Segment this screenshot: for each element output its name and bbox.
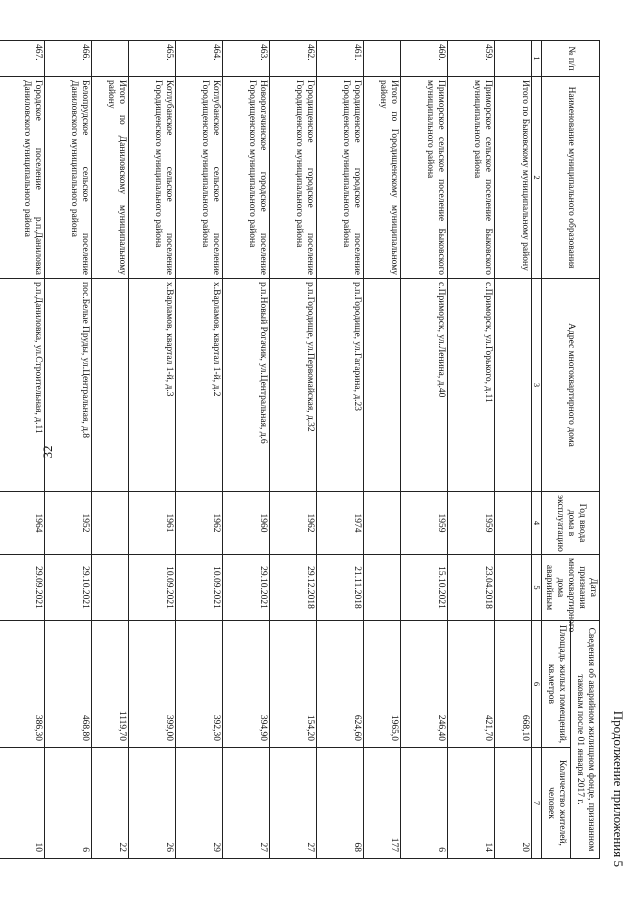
cell-municipality: Белопрудское сельское поселение Даниловского муниципального района — [45, 77, 92, 279]
cell-area: 421,70 — [448, 621, 495, 748]
table-body — [0, 41, 532, 859]
cell-no: 460. — [401, 41, 448, 77]
cell-address — [364, 279, 401, 492]
cell-address: р.п.Даниловка, ул.Строительная, д.11 — [0, 279, 45, 492]
col-number: 4 — [532, 492, 542, 555]
cell-residents: 6 — [45, 748, 92, 859]
cell-municipality: Приморское сельское поселение Быковского муниципального района — [448, 77, 495, 279]
cell-residents: 10 — [0, 748, 45, 859]
cell-address — [495, 279, 532, 492]
cell-date: 15.10.2021 — [401, 555, 448, 621]
col-number: 2 — [532, 77, 542, 279]
cell-area: 1119,70 — [92, 621, 129, 748]
cell-residents: 177 — [364, 748, 401, 859]
cell-residents: 68 — [317, 748, 364, 859]
cell-address: р.п.Городище, ул.Гагарина, д.23 — [317, 279, 364, 492]
cell-address: с.Приморск, ул.Горького, д.11 — [448, 279, 495, 492]
cell-year: 1961 — [129, 492, 176, 555]
cell-area: 399,00 — [129, 621, 176, 748]
cell-municipality: Новорогачинское городское поселение Городищенского муниципального района — [223, 77, 270, 279]
cell-area: 624,60 — [317, 621, 364, 748]
cell-area: 246,40 — [401, 621, 448, 748]
cell-address: р.п.Городище, ул.Первомайская, д.32 — [270, 279, 317, 492]
cell-year: 1962 — [176, 492, 223, 555]
table-row — [270, 41, 317, 859]
cell-date: 23.04.2018 — [448, 555, 495, 621]
cell-date: 29.10.2021 — [223, 555, 270, 621]
total-row — [92, 41, 129, 859]
cell-date: 29.09.2021 — [0, 555, 45, 621]
cell-no: 463. — [223, 41, 270, 77]
cell-address: с.Приморск, ул.Ленина, д.40 — [401, 279, 448, 492]
table-row — [129, 41, 176, 859]
cell-area: 394,90 — [223, 621, 270, 748]
cell-year: 1952 — [45, 492, 92, 555]
cell-municipality: Итого по Даниловскому муниципальному району — [92, 77, 129, 279]
cell-date: 10.09.2021 — [176, 555, 223, 621]
cell-no: 464. — [176, 41, 223, 77]
cell-date: 21.11.2018 — [317, 555, 364, 621]
cell-year — [364, 492, 401, 555]
cell-residents: 27 — [270, 748, 317, 859]
cell-address: х.Варламов, квартал 1-й, д.2 — [176, 279, 223, 492]
cell-date: 29.10.2021 — [45, 555, 92, 621]
cell-residents: 26 — [129, 748, 176, 859]
cell-area: 668,10 — [495, 621, 532, 748]
cell-year: 1964 — [0, 492, 45, 555]
cell-no — [495, 41, 532, 77]
col-number: 6 — [532, 621, 542, 748]
header-date: Дата признания многоквартирного дома аварийным — [542, 555, 600, 621]
header-year: Год ввода дома в эксплуатацию — [542, 492, 600, 555]
cell-municipality: Городское поселение р.п.Даниловка Даниловского муниципального района — [0, 77, 45, 279]
header-municipality: Наименование муниципального образования — [542, 77, 600, 279]
cell-area: 154,20 — [270, 621, 317, 748]
cell-no: 459. — [448, 41, 495, 77]
continuation-caption: Продолжение приложения 5 — [611, 710, 626, 867]
cell-year — [495, 492, 532, 555]
cell-address: р.п.Новый Рогачик, ул.Центральная, д.6 — [223, 279, 270, 492]
cell-year: 1959 — [448, 492, 495, 555]
table-row — [176, 41, 223, 859]
cell-area: 392,30 — [176, 621, 223, 748]
emergency-housing-table — [0, 40, 600, 859]
cell-address — [92, 279, 129, 492]
cell-date — [92, 555, 129, 621]
cell-residents: 6 — [401, 748, 448, 859]
cell-address: пос.Белые Пруды, ул.Центральная, д.8 — [45, 279, 92, 492]
header-residents: Количество жителей, человек — [542, 748, 571, 859]
cell-residents: 22 — [92, 748, 129, 859]
col-number: 7 — [532, 748, 542, 859]
cell-no: 466. — [45, 41, 92, 77]
cell-no: 462. — [270, 41, 317, 77]
cell-municipality: Итого по Быковскому муниципальному району — [495, 77, 532, 279]
cell-date: 29.12.2018 — [270, 555, 317, 621]
cell-date — [495, 555, 532, 621]
cell-year: 1960 — [223, 492, 270, 555]
cell-municipality: Приморское сельское поселение Быковского муниципального района — [401, 77, 448, 279]
cell-area: 386,30 — [0, 621, 45, 748]
table-row — [448, 41, 495, 859]
cell-no: 465. — [129, 41, 176, 77]
cell-residents: 27 — [223, 748, 270, 859]
cell-year: 1974 — [317, 492, 364, 555]
cell-municipality: Городищенское городское поселение Городищенского муниципального района — [270, 77, 317, 279]
cell-date: 10.09.2021 — [129, 555, 176, 621]
cell-no: 467. — [0, 41, 45, 77]
cell-municipality: Городищенское городское поселение Городищенского муниципального района — [317, 77, 364, 279]
cell-area: 1965,0 — [364, 621, 401, 748]
cell-municipality: Котлубанское сельское поселение Городищенского муниципального района — [176, 77, 223, 279]
table-row — [317, 41, 364, 859]
cell-year: 1959 — [401, 492, 448, 555]
header-address: Адрес многоквартирного дома — [542, 279, 600, 492]
header-no: № п/п — [542, 41, 600, 77]
table-row — [401, 41, 448, 859]
cell-no: 461. — [317, 41, 364, 77]
total-row — [495, 41, 532, 859]
cell-year: 1962 — [270, 492, 317, 555]
page-number: 32 — [40, 445, 55, 459]
table-row — [45, 41, 92, 859]
cell-residents: 14 — [448, 748, 495, 859]
cell-date — [364, 555, 401, 621]
col-number: 5 — [532, 555, 542, 621]
cell-no — [364, 41, 401, 77]
total-row — [364, 41, 401, 859]
header-area: Площадь жилых помещений, кв.метров — [542, 621, 571, 748]
cell-year — [92, 492, 129, 555]
table-row — [0, 41, 45, 859]
cell-no — [92, 41, 129, 77]
cell-area: 468,80 — [45, 621, 92, 748]
col-number: 3 — [532, 279, 542, 492]
cell-municipality: Итого по Городищенскому муниципальному району — [364, 77, 401, 279]
col-number: 1 — [532, 41, 542, 77]
header-group: Сведения об аварийном жилищном фонде, признанном таковым после 01 января 2017 г. — [571, 621, 600, 859]
table-row — [223, 41, 270, 859]
cell-residents: 29 — [176, 748, 223, 859]
cell-address: х.Варламов, квартал 1-й, д.3 — [129, 279, 176, 492]
cell-residents: 20 — [495, 748, 532, 859]
cell-municipality: Котлубанское сельское поселение Городищенского муниципального района — [129, 77, 176, 279]
